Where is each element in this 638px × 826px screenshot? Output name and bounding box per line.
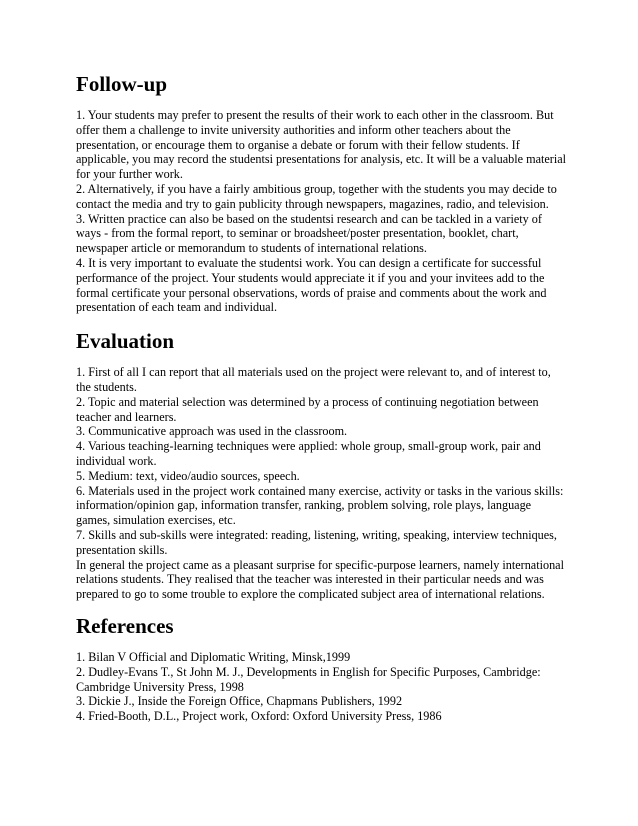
reference-item-2: 2. Dudley-Evans T., St John M. J., Developments in English for Specific Purposes, Cambridge: Cambridge University Press, 1998: [76, 664, 541, 694]
document-page: [76, 72, 568, 724]
evaluation-heading: Evaluation: [76, 329, 175, 354]
references-section: [76, 614, 568, 724]
evaluation-item-7: 7. Skills and sub-skills were integrated: reading, listening, writing, speaking, interview techniques, presentation skills.: [76, 527, 557, 557]
evaluation-item-6: 6. Materials used in the project work contained many exercise, activity or tasks in the various skills: information/opinion gap, information transfer, ranking, problem solving, role plays, language games, simulation exercises, etc.: [76, 483, 564, 528]
reference-item-3: 3. Dickie J., Inside the Foreign Office, Chapmans Publishers, 1992: [76, 694, 403, 709]
evaluation-summary: In general the project came as a pleasant surprise for specific-purpose learners, namely international relations students. They realised that the teacher was interested in their particular needs and was prepared to go to some trouble to explore the complicated subject area of international relations.: [76, 557, 564, 602]
evaluation-item-3: 3. Communicative approach was used in the classroom.: [76, 424, 348, 439]
evaluation-item-4: 4. Various teaching-learning techniques were applied: whole group, small-group work, pair and individual work.: [76, 439, 541, 468]
reference-item-1: 1. Bilan V Official and Diplomatic Writing, Minsk,1999: [76, 649, 351, 664]
followup-section: [76, 72, 568, 315]
references-list: [76, 650, 568, 724]
followup-item-1: 1. Your students may prefer to present the results of their work to each other in the classroom. But offer them a challenge to invite university authorities and inform other teachers about the presentation, or encourage them to organise a debate or forum with their fellow students. If applicable, you may record the studentsi presentations for analysis, etc. It will be a valuable material for your further work.: [76, 108, 567, 182]
references-heading: References: [76, 613, 174, 638]
evaluation-item-1: 1. First of all I can report that all materials used on the project were relevant to, and of interest to, the students.: [76, 365, 551, 394]
evaluation-item-2: 2. Topic and material selection was determined by a process of continuing negotiation between teacher and learners.: [76, 394, 539, 424]
followup-item-3: 3. Written practice can also be based on the studentsi research and can be tackled in a variety of ways - from the formal report, to seminar or broadsheet/poster presentation, booklet, chart, newspaper article or memorandum to students of international relations.: [76, 211, 542, 256]
followup-item-4: 4. It is very important to evaluate the studentsi work. You can design a certificate for successful performance of the project. Your students would appreciate it if you and your invitees add to the formal certificate your personal observations, words of praise and comments about the work and presentation of each team and individual.: [76, 255, 547, 315]
followup-heading: Follow-up: [76, 72, 168, 96]
evaluation-body: [76, 365, 568, 602]
followup-body: [76, 108, 568, 315]
evaluation-section: [76, 329, 568, 602]
followup-item-2: 2. Alternatively, if you have a fairly ambitious group, together with the students you may decide to contact the media and try to gain publicity through newspapers, magazines, radio, and television.: [76, 181, 557, 211]
evaluation-item-5: 5. Medium: text, video/audio sources, speech.: [76, 468, 300, 483]
reference-item-4: 4. Fried-Booth, D.L., Project work, Oxford: Oxford University Press, 1986: [76, 709, 442, 724]
